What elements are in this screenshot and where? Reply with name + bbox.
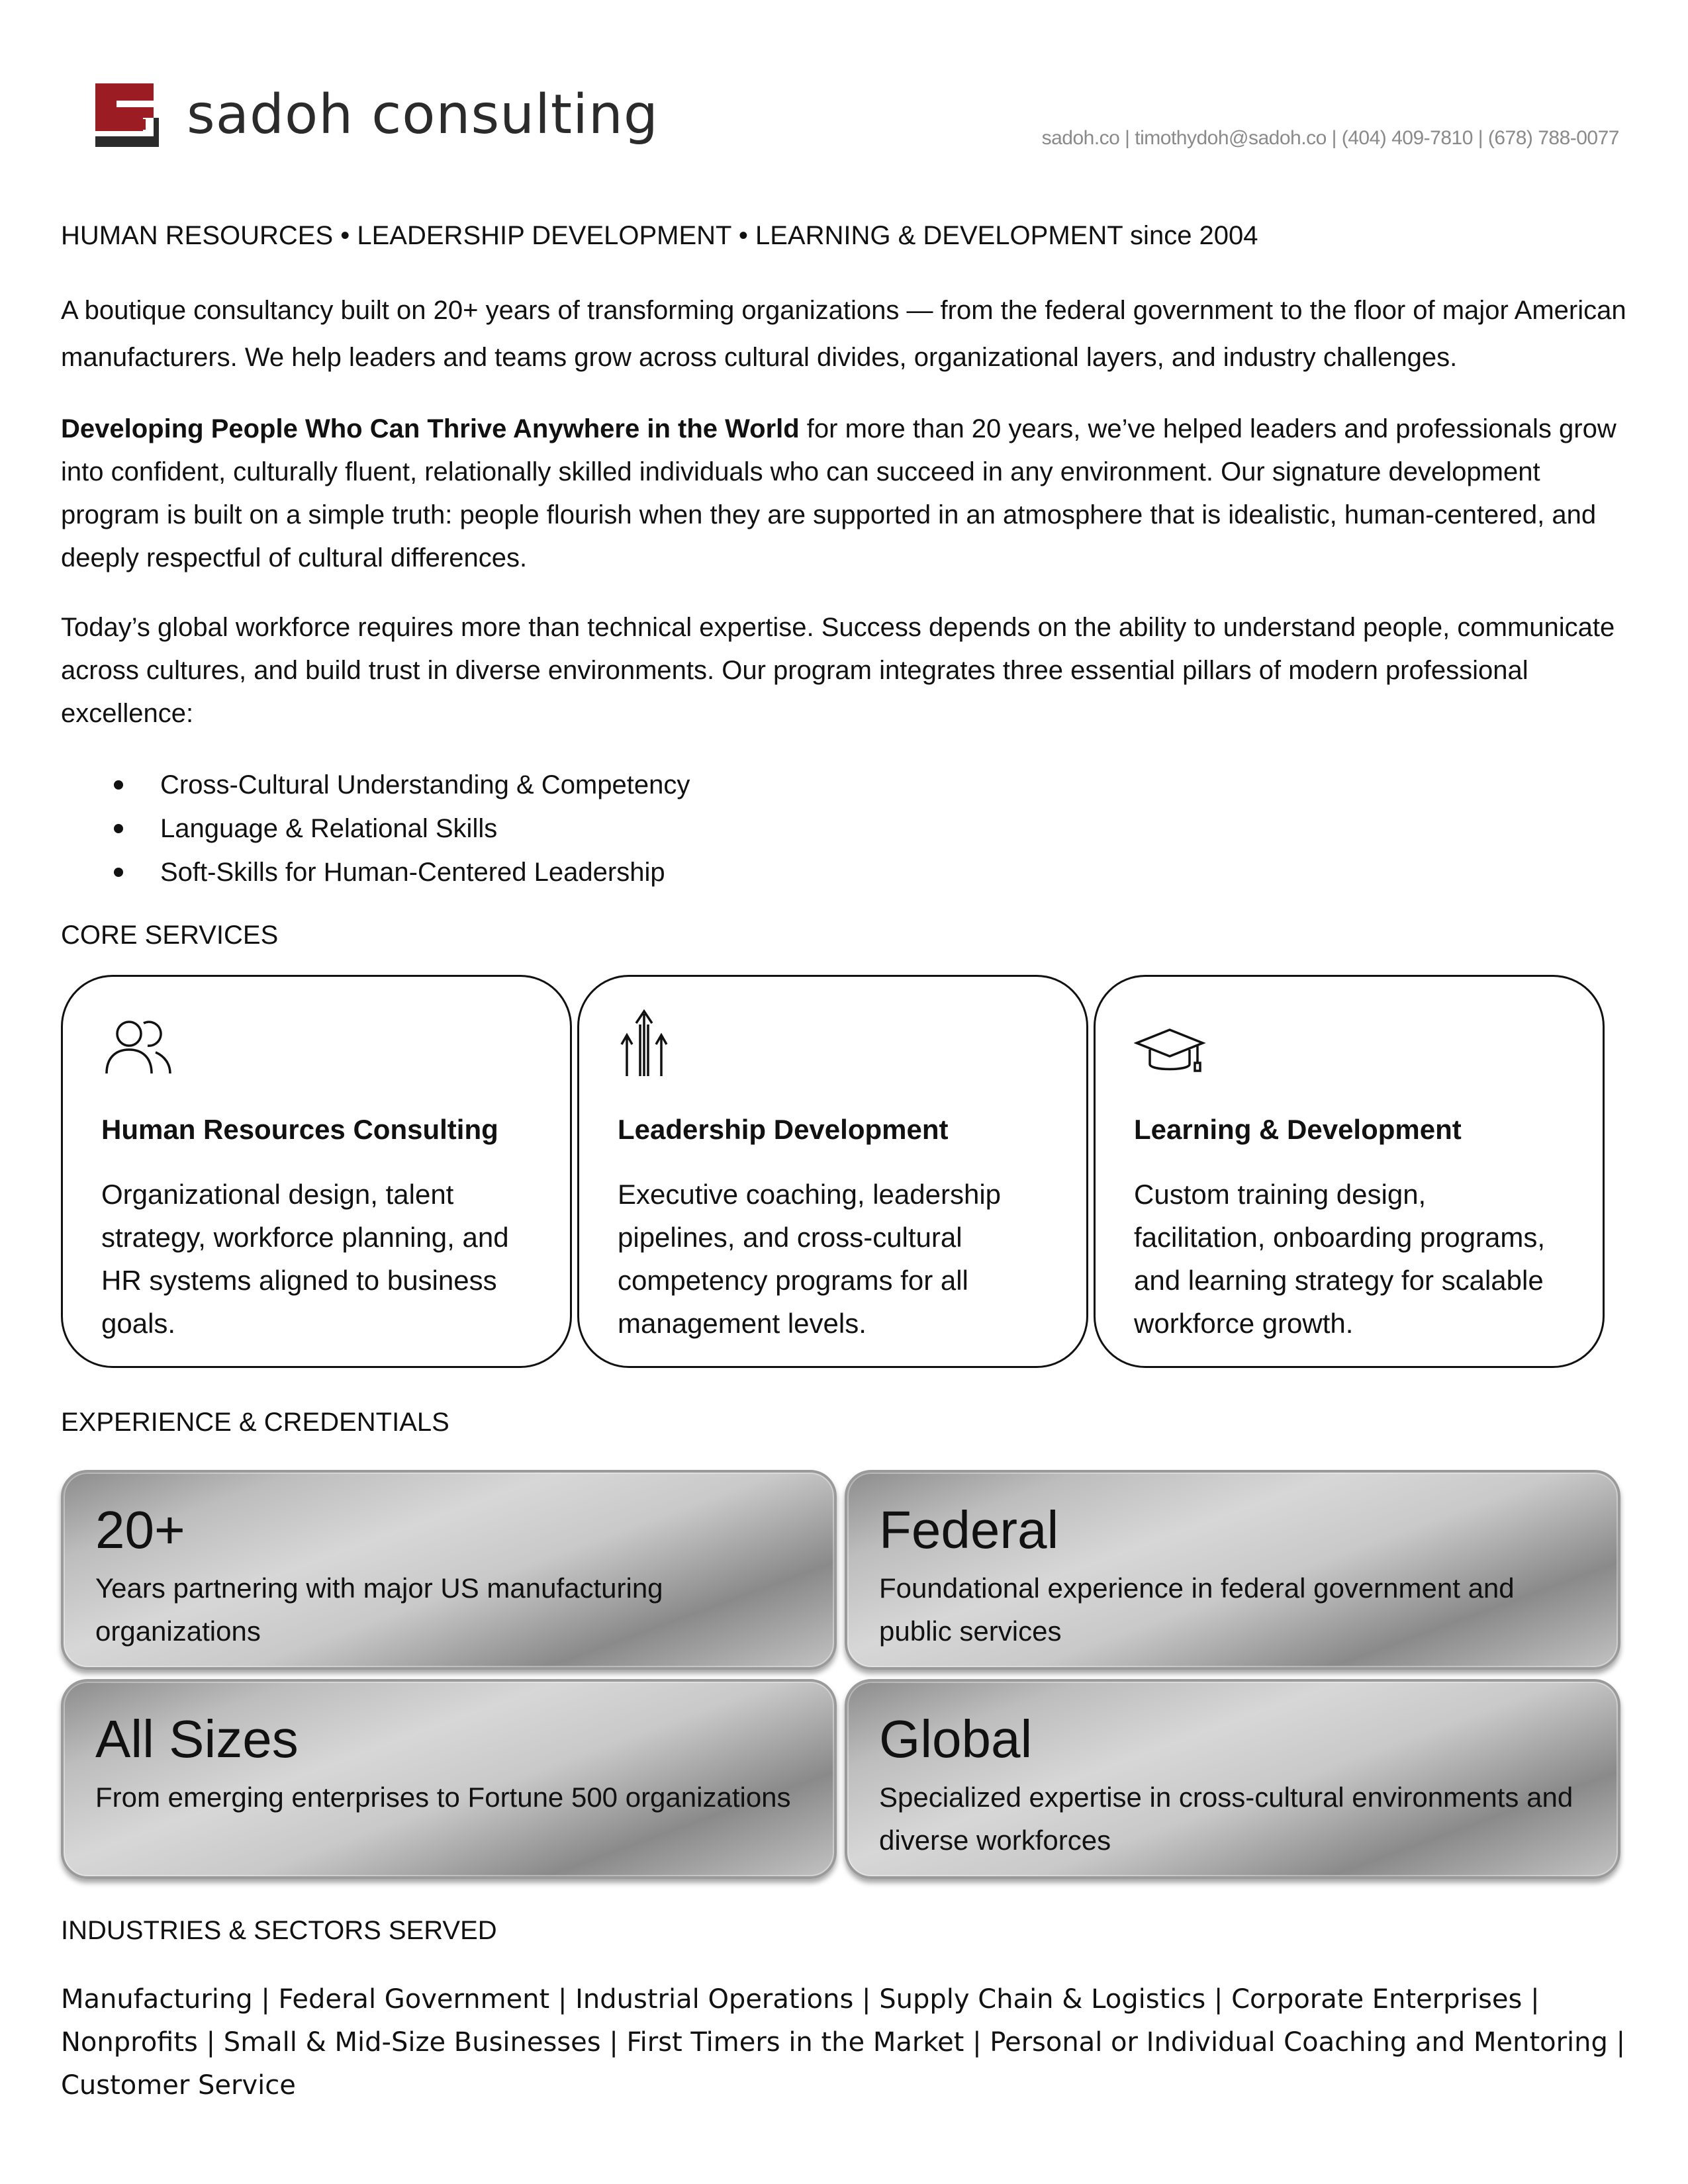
- list-item: Soft-Skills for Human-Centered Leadership: [61, 850, 1627, 894]
- logo-mark-icon: [90, 78, 164, 152]
- developing-paragraph: [61, 408, 1627, 580]
- credentials-grid: [61, 1470, 1627, 1879]
- graduation-cap-icon: [1134, 1024, 1207, 1077]
- service-title: Learning & Development: [1134, 1114, 1462, 1145]
- upward-arrows-icon: [618, 1005, 671, 1077]
- main-content: [61, 218, 1627, 2107]
- core-services-heading: CORE SERVICES: [61, 921, 279, 950]
- service-description: Organizational design, talent strategy, workforce planning, and HR systems aligned to business goals.: [101, 1179, 509, 1339]
- credential-description: Foundational experience in federal government and public services: [879, 1572, 1515, 1647]
- credential-value: 20+: [95, 1500, 185, 1559]
- credential-card-years: [61, 1470, 837, 1670]
- service-title: Leadership Development: [618, 1114, 949, 1145]
- credential-value: Federal: [879, 1500, 1059, 1559]
- service-description: Executive coaching, leadership pipelines, and cross-cultural competency programs for all management levels.: [618, 1179, 1002, 1339]
- service-title: Human Resources Consulting: [101, 1114, 498, 1145]
- brand-name: sadoh consulting: [187, 83, 659, 146]
- industries-heading: INDUSTRIES & SECTORS SERVED: [61, 1916, 497, 1945]
- service-card-leadership: [577, 975, 1088, 1368]
- developing-text: for more than 20 years, we’ve helped leaders and professionals grow into confident, culturally fluent, relationally skilled individuals who can succeed in any environment. Our signature development program is built on a simple truth: people flourish when they are supported in an atmosphere that is idealistic, human-centered, and deeply respectful of cultural differences.: [61, 414, 1617, 572]
- tagline: HUMAN RESOURCES • LEADERSHIP DEVELOPMENT • LEARNING & DEVELOPMENT since 2004: [61, 221, 1258, 250]
- services-row: [61, 975, 1627, 1368]
- service-card-learning: [1094, 975, 1605, 1368]
- service-card-hr: [61, 975, 572, 1368]
- credential-card-federal: [845, 1470, 1620, 1670]
- credential-description: Years partnering with major US manufacturing organizations: [95, 1572, 663, 1647]
- credential-description: From emerging enterprises to Fortune 500 organizations: [95, 1782, 791, 1813]
- credential-value: Global: [879, 1709, 1033, 1768]
- bullet-icon: [114, 868, 123, 877]
- list-item: Cross-Cultural Understanding & Competency: [61, 763, 1627, 807]
- intro-paragraph: A boutique consultancy built on 20+ years of transforming organizations — from the federal government to the floor of major American manufacturers. We help leaders and teams grow across cultural divides, organizational layers, and industry challenges.: [61, 296, 1626, 372]
- credential-card-global: [845, 1679, 1620, 1879]
- bullet-icon: [114, 780, 123, 790]
- service-description: Custom training design, facilitation, onboarding programs, and learning strategy for scalable workforce growth.: [1134, 1179, 1546, 1339]
- people-icon: [101, 1014, 174, 1077]
- list-item: Language & Relational Skills: [61, 807, 1627, 850]
- bullet-icon: [114, 824, 123, 833]
- industries-list: Manufacturing | Federal Government | Industrial Operations | Supply Chain & Logistics | Corporate Enterprises | Nonprofits | Small & Mid-Size Businesses | First Timers in the Market | Personal or Individual Coaching and Mentoring | Customer Service: [61, 1984, 1626, 2101]
- credential-description: Specialized expertise in cross-cultural environments and diverse workforces: [879, 1782, 1573, 1856]
- developing-lead: Developing People Who Can Thrive Anywhere in the World: [61, 414, 800, 443]
- experience-heading: EXPERIENCE & CREDENTIALS: [61, 1408, 449, 1437]
- company-logo: [90, 78, 659, 152]
- credential-card-sizes: [61, 1679, 837, 1879]
- global-workforce-paragraph: Today’s global workforce requires more than technical expertise. Success depends on the ability to understand people, communicate across cultures, and build trust in diverse environments. Our program integrates three essential pillars of modern professional excellence:: [61, 613, 1615, 728]
- contact-info: sadoh.co | timothydoh@sadoh.co | (404) 409-7810 | (678) 788-0077: [1041, 127, 1619, 149]
- pillars-list: [61, 763, 1627, 894]
- credential-value: All Sizes: [95, 1709, 299, 1768]
